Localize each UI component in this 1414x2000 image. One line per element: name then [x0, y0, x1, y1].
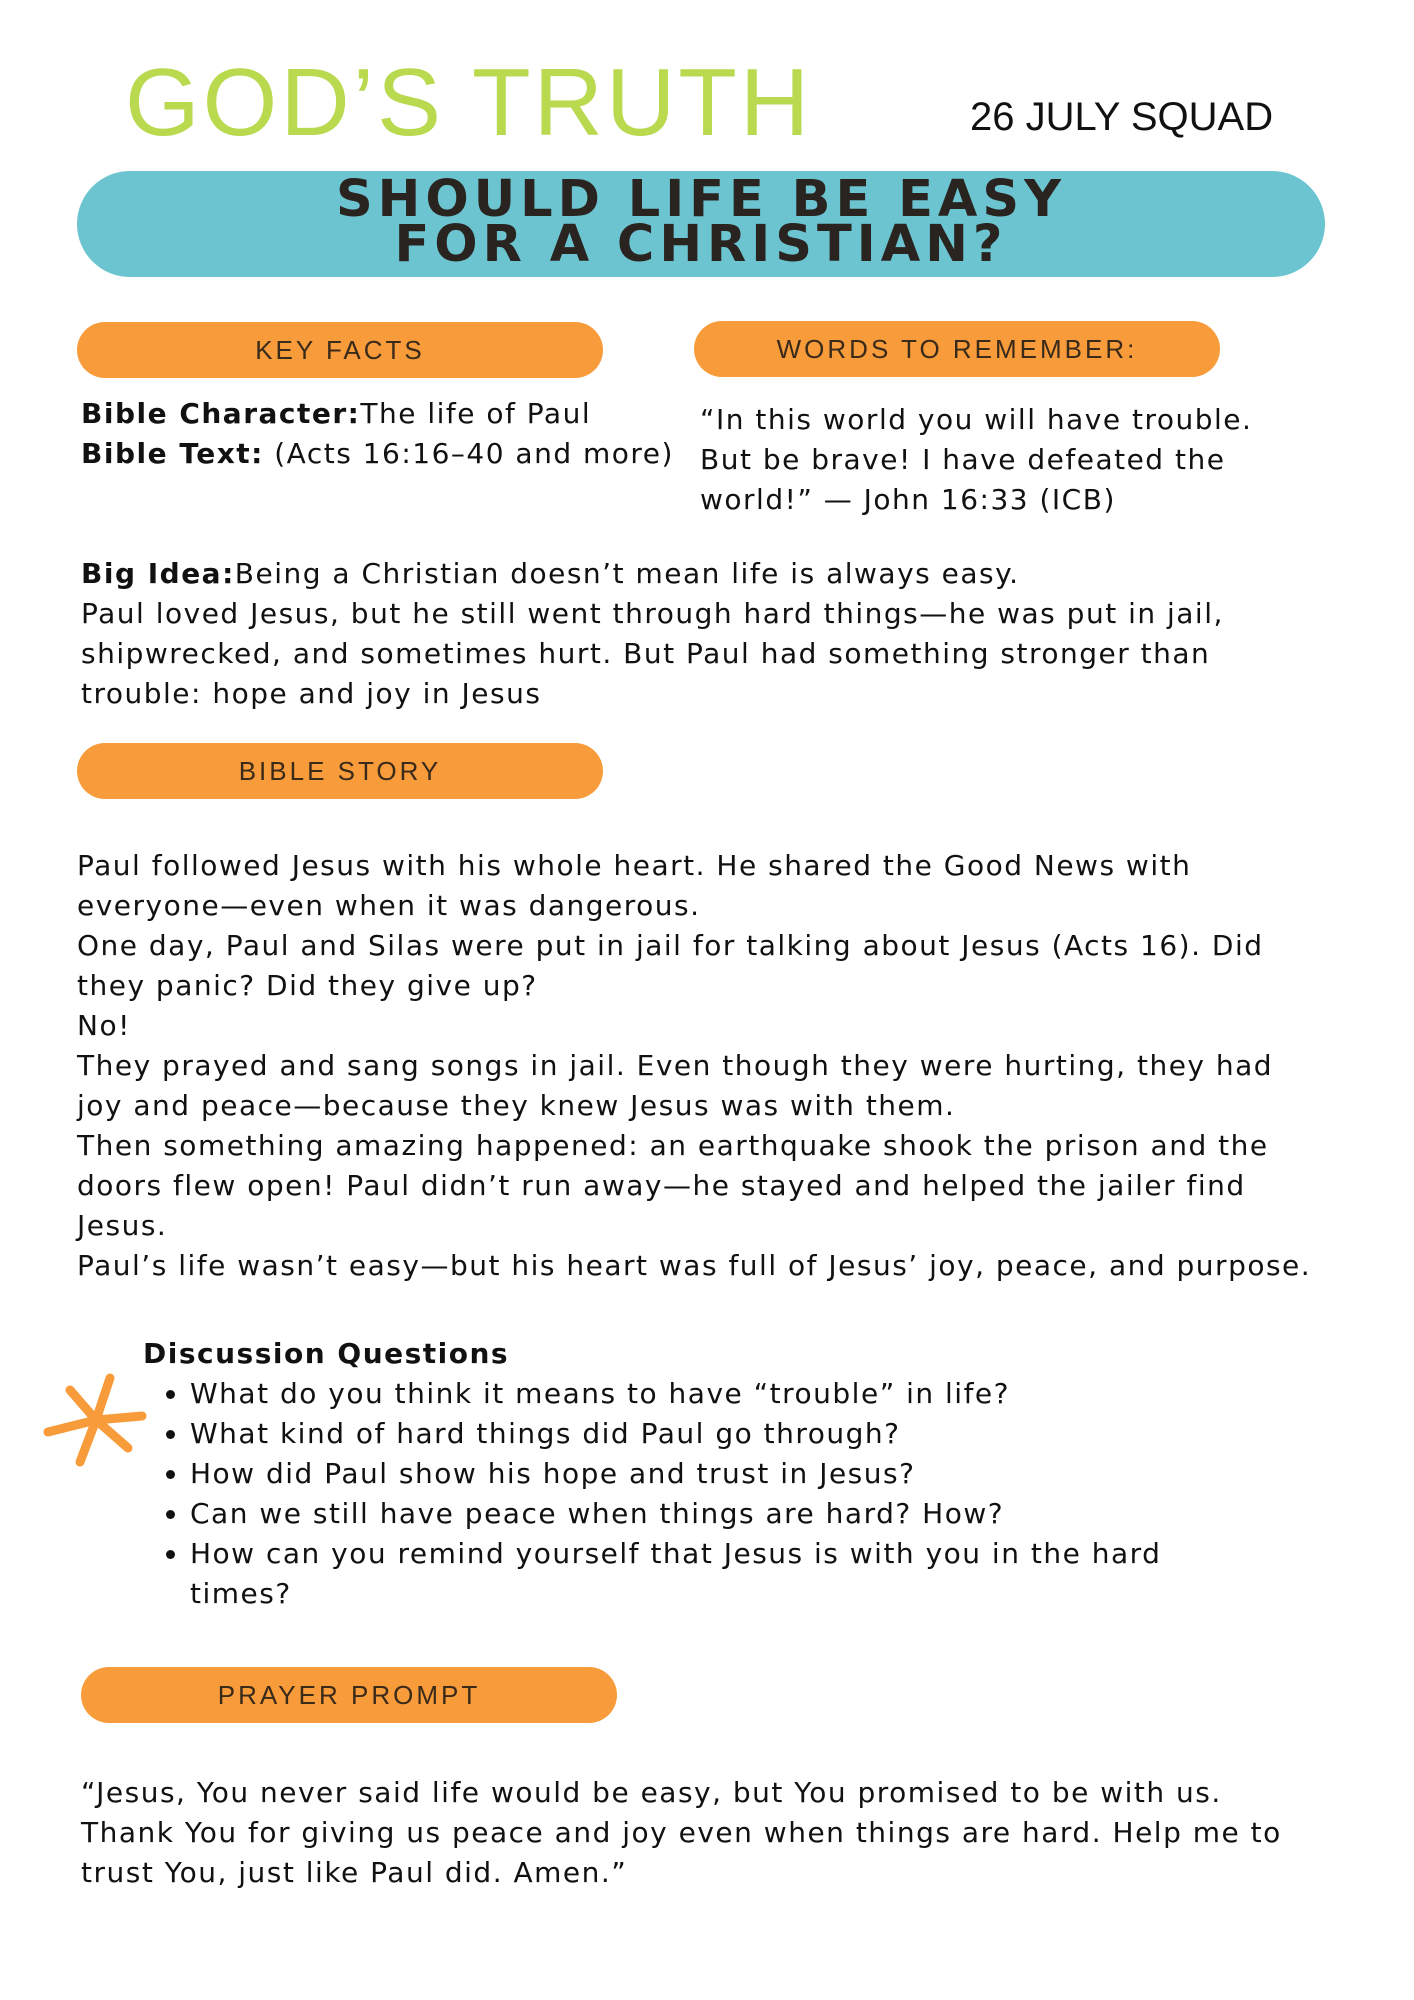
bible-character-value: The life of Paul — [360, 397, 592, 430]
question-line: • How can you remind yourself that Jesus is with you in the hard — [190, 1537, 1162, 1570]
big-idea-row — [81, 554, 1224, 594]
story-line: Then something amazing happened: an earthquake shook the prison and the — [77, 1129, 1269, 1162]
list-item — [190, 1534, 1161, 1614]
memory-verse — [700, 400, 1252, 520]
title-line-1: SHOULD LIFE BE EASY — [335, 170, 1067, 229]
story-line: joy and peace—because they knew Jesus was with them. — [77, 1089, 956, 1122]
question-line: times? — [190, 1577, 292, 1610]
list-item: • Can we still have peace when things are hard? How? — [190, 1494, 1161, 1534]
discussion-questions-list — [150, 1374, 1161, 1614]
title-line-2: FOR A CHRISTIAN? — [394, 215, 1008, 274]
big-idea-line: trouble: hope and joy in Jesus — [81, 677, 542, 710]
big-idea-label: Big Idea: — [81, 557, 235, 590]
story-line: One day, Paul and Silas were put in jail for talking about Jesus (Acts 16). Did — [77, 929, 1264, 962]
big-idea-line: Paul loved Jesus, but he still went through hard things—he was put in jail, — [81, 597, 1224, 630]
bible-text-row — [81, 434, 674, 474]
prayer-text — [81, 1773, 1282, 1893]
big-idea-line: shipwrecked, and sometimes hurt. But Paul had something stronger than — [81, 637, 1211, 670]
story-line: they panic? Did they give up? — [77, 969, 538, 1002]
story-line: Paul followed Jesus with his whole heart. He shared the Good News with — [77, 849, 1192, 882]
list-item: • What do you think it means to have “trouble” in life? — [190, 1374, 1161, 1414]
bible-character-row — [81, 394, 674, 434]
words-to-remember-pill: WORDS TO REMEMBER: — [694, 321, 1220, 377]
big-idea-line: Being a Christian doesn’t mean life is always easy. — [234, 557, 1020, 590]
prayer-prompt-pill: PRAYER PROMPT — [81, 1667, 617, 1723]
memory-verse-line: But be brave! I have defeated the — [700, 443, 1226, 476]
prayer-line: trust You, just like Paul did. Amen.” — [81, 1856, 628, 1889]
squad-label: 26 JULY SQUAD — [970, 95, 1274, 139]
memory-verse-line: world!” — John 16:33 (ICB) — [700, 483, 1116, 516]
bible-text-label: Bible Text: — [81, 437, 264, 470]
story-line: They prayed and sang songs in jail. Even though they were hurting, they had — [77, 1049, 1274, 1082]
bible-story-text — [77, 846, 1311, 1286]
story-line: Paul’s life wasn’t easy—but his heart was full of Jesus’ joy, peace, and purpose. — [77, 1249, 1312, 1282]
story-line: everyone—even when it was dangerous. — [77, 889, 701, 922]
story-line: doors flew open! Paul didn’t run away—he stayed and helped the jailer find — [77, 1169, 1246, 1202]
asterisk-icon — [40, 1370, 148, 1470]
prayer-line: “Jesus, You never said life would be easy, but You promised to be with us. — [81, 1776, 1222, 1809]
key-facts-content — [81, 394, 674, 474]
list-item: • How did Paul show his hope and trust in Jesus? — [190, 1454, 1161, 1494]
story-line: No! — [77, 1009, 131, 1042]
brand-title: GOD’S TRUTH — [125, 49, 813, 156]
prayer-line: Thank You for giving us peace and joy even when things are hard. Help me to — [81, 1816, 1282, 1849]
memory-verse-line: “In this world you will have trouble. — [700, 403, 1253, 436]
key-facts-pill: KEY FACTS — [77, 322, 603, 378]
discussion-heading: Discussion Questions — [143, 1337, 510, 1370]
list-item: • What kind of hard things did Paul go through? — [190, 1414, 1161, 1454]
bible-character-label: Bible Character: — [81, 397, 361, 430]
bible-story-pill: BIBLE STORY — [77, 743, 603, 799]
big-idea — [81, 554, 1224, 714]
bible-text-value: (Acts 16:16–40 and more) — [263, 437, 674, 470]
title-banner — [77, 171, 1325, 277]
story-line: Jesus. — [77, 1209, 168, 1242]
